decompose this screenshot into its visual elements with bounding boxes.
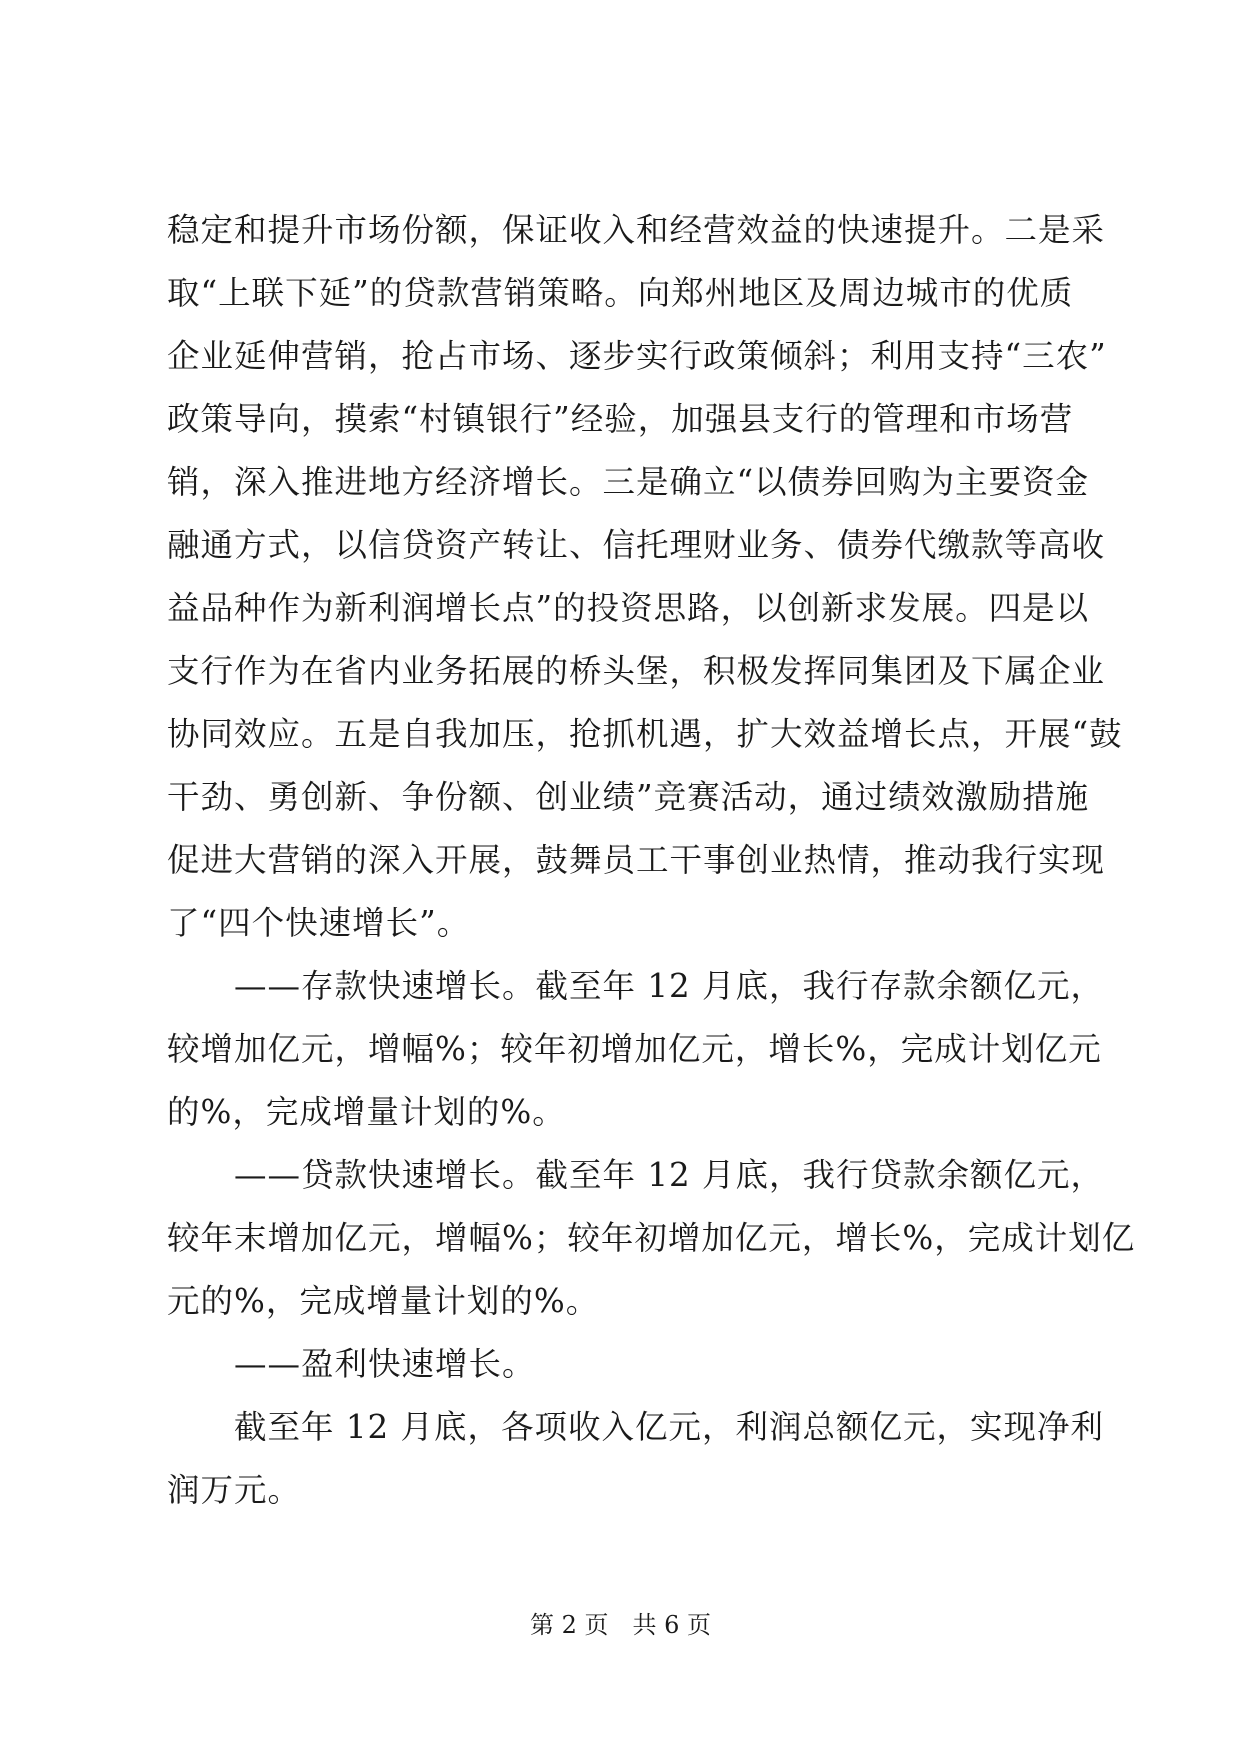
paragraph-line: 稳定和提升市场份额，保证收入和经营效益的快速提升。二是采 (167, 211, 1106, 249)
paragraph-line: ——存款快速增长。截至年 12 月底，我行存款余额亿元， (167, 967, 1105, 1005)
paragraph-line: 元的%，完成增量计划的%。 (167, 1282, 600, 1320)
paragraph-line: 干劲、勇创新、争份额、创业绩”竞赛活动，通过绩效激励措施 (167, 778, 1090, 816)
paragraph-line: 企业延伸营销，抢占市场、逐步实行政策倾斜；利用支持“三农” (167, 337, 1107, 375)
paragraph-line: 了“四个快速增长”。 (167, 904, 471, 942)
paragraph-line: 的%，完成增量计划的%。 (167, 1093, 566, 1131)
paragraph-line: 促进大营销的深入开展，鼓舞员工干事创业热情，推动我行实现 (167, 841, 1106, 879)
paragraph-line: 政策导向，摸索“村镇银行”经验，加强县支行的管理和市场营 (167, 400, 1074, 438)
paragraph-line: ——贷款快速增长。截至年 12 月底，我行贷款余额亿元， (167, 1156, 1105, 1194)
paragraph-line: 润万元。 (167, 1471, 302, 1509)
paragraph-line: 销，深入推进地方经济增长。三是确立“以债券回购为主要资金 (167, 463, 1090, 501)
paragraph-line: ——盈利快速增长。 (167, 1345, 536, 1383)
paragraph-line: 取“上联下延”的贷款营销策略。向郑州地区及周边城市的优质 (167, 274, 1074, 312)
paragraph-line: 益品种作为新利润增长点”的投资思路，以创新求发展。四是以 (167, 589, 1090, 627)
paragraph-line: 较增加亿元，增幅%；较年初增加亿元，增长%，完成计划亿元 (167, 1030, 1102, 1068)
paragraph-line: 较年末增加亿元，增幅%；较年初增加亿元，增长%，完成计划亿 (167, 1219, 1136, 1257)
paragraph-line: 协同效应。五是自我加压，抢抓机遇，扩大效益增长点，开展“鼓 (167, 715, 1123, 753)
page-number-footer: 第 2 页 共 6 页 (529, 1611, 712, 1639)
paragraph-line: 支行作为在省内业务拓展的桥头堡，积极发挥同集团及下属企业 (167, 652, 1106, 690)
paragraph-line: 融通方式，以信贷资产转让、信托理财业务、债券代缴款等高收 (167, 526, 1106, 564)
paragraph-line: 截至年 12 月底，各项收入亿元，利润总额亿元，实现净利 (167, 1408, 1105, 1446)
